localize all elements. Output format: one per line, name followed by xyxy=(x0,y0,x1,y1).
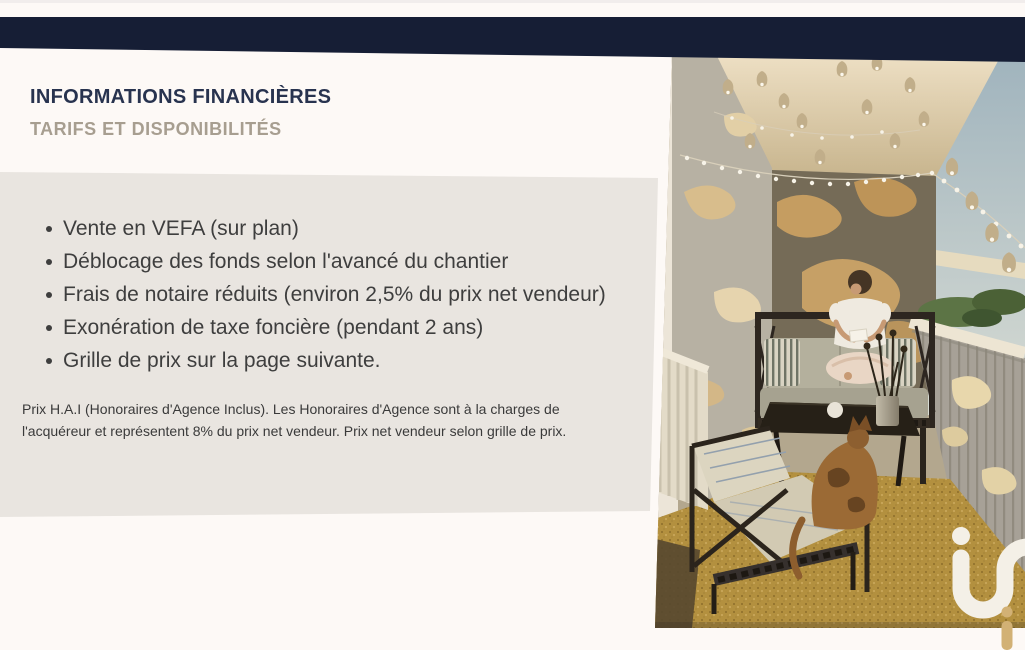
bullet-dot-icon xyxy=(46,226,52,232)
list-item xyxy=(46,344,646,377)
list-item-label: Grille de prix sur la page suivante. xyxy=(63,349,381,372)
list-item-label: Exonération de taxe foncière (pendant 2 ans) xyxy=(63,316,484,339)
headline-block xyxy=(30,84,331,140)
bullet-dot-icon xyxy=(46,358,52,364)
property-photo xyxy=(652,50,1025,628)
list-item-label: Vente en VEFA (sur plan) xyxy=(63,217,299,240)
list-item-label: Frais de notaire réduits (environ 2,5% du prix net vendeur) xyxy=(63,283,606,306)
top-hairline xyxy=(0,0,1025,3)
bullet-dot-icon xyxy=(46,325,52,331)
list-item xyxy=(46,278,646,311)
features-list xyxy=(46,212,646,377)
watermark-i-icon xyxy=(998,606,1018,650)
header-accent-bar xyxy=(0,0,1025,70)
list-item xyxy=(46,311,646,344)
list-item xyxy=(46,245,646,278)
photo-bottom-shadow xyxy=(652,622,1025,628)
bullet-dot-icon xyxy=(46,292,52,298)
list-item xyxy=(46,212,646,245)
page-subtitle: TARIFS ET DISPONIBILITÉS xyxy=(30,119,282,139)
page-title: INFORMATIONS FINANCIÈRES xyxy=(30,86,332,108)
list-item-label: Déblocage des fonds selon l'avancé du chantier xyxy=(63,250,509,273)
balcony-scene xyxy=(652,50,1025,628)
bullet-dot-icon xyxy=(46,259,52,265)
fees-disclaimer: Prix H.A.I (Honoraires d'Agence Inclus). Les Honoraires d'Agence sont à la charges de l'acquéreur et représentent 8% du prix net vendeur. Prix net vendeur selon grille de prix. xyxy=(22,401,567,439)
